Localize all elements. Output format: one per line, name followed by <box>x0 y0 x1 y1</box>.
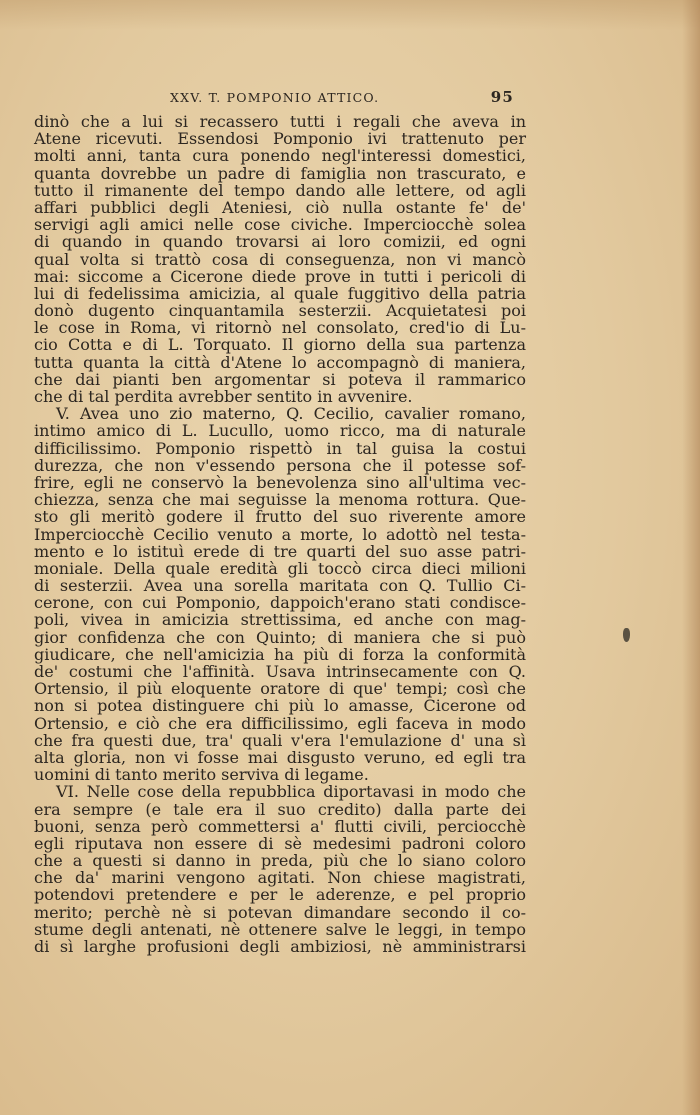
text-line: potendovi pretendere e per le aderenze, e pel proprio <box>34 885 526 905</box>
text-line: che di tal perdita avrebber sentito in avvenire. <box>34 387 413 406</box>
text-line: Imperciocchè Cecilio venuto a morte, lo adottò nel testa- <box>34 524 526 544</box>
text-line: sto gli meritò godere il frutto del suo riverente amore <box>34 507 526 527</box>
text-line: gior confidenza che con Quinto; di maniera che si può <box>34 627 526 647</box>
text-line: quanta dovrebbe un padre di famiglia non trascurato, e <box>34 163 526 183</box>
text-line: de' costumi che l'affinità. Usava intrinsecamente con Q. <box>34 662 526 681</box>
text-line: che a questi si danno in preda, più che lo siano coloro <box>34 851 526 871</box>
running-head <box>34 90 514 108</box>
text-line: servigi agli amici nelle cose civiche. Imperciocchè solea <box>34 215 526 235</box>
text-line: giudicare, che nell'amicizia ha più di forza la conformità <box>34 644 526 664</box>
text-line: difficilissimo. Pomponio rispettò in tal guisa la costui <box>34 438 526 458</box>
text-line: di sesterzii. Avea una sorella maritata con Q. Tullio Ci- <box>34 576 526 596</box>
chapter-title: XXV. T. POMPONIO ATTICO. <box>170 90 380 105</box>
ink-stain <box>623 628 630 642</box>
text-line: le cose in Roma, vi ritornò nel consolato, cred'io di Lu- <box>34 318 526 338</box>
text-line: che dai pianti ben argomentar si poteva il rammarico <box>34 369 526 389</box>
text-line: non si potea distinguere chi più lo amasse, Cicerone od <box>34 696 526 716</box>
text-line: Ortensio, il più eloquente oratore di que' tempi; così che <box>34 679 526 699</box>
text-line: poli, vivea in amicizia strettissima, ed anche con mag- <box>34 610 526 630</box>
text-line: moniale. Della quale eredità gli toccò circa dieci milioni <box>34 558 526 578</box>
text-line: VI. Nelle cose della repubblica diportavasi in modo che <box>56 782 526 802</box>
text-line: buoni, senza però commettersi a' flutti civili, perciocchè <box>34 816 526 836</box>
page-number: 95 <box>490 88 514 106</box>
text-line: alta gloria, non vi fosse mai disgusto veruno, ed egli tra <box>34 747 526 767</box>
text-line: durezza, che non v'essendo persona che il potesse sof- <box>34 455 526 475</box>
text-line: mento e lo istituì erede di tre quarti del suo asse patri- <box>34 541 526 561</box>
text-line: egli riputava non essere di sè medesimi padroni coloro <box>34 833 526 853</box>
text-line: cerone, con cui Pomponio, dappoich'erano stati condisce- <box>34 593 526 613</box>
text-line: era sempre (e tale era il suo credito) dalla parte dei <box>34 799 526 819</box>
text-line: merito; perchè nè si potevan dimandare secondo il co- <box>34 902 526 922</box>
text-line: stume degli antenati, nè ottenere salve le leggi, in tempo <box>34 919 526 939</box>
text-line: molti anni, tanta cura ponendo negl'interessi domestici, <box>34 146 526 166</box>
text-line: di quando in quando trovarsi ai loro comizii, ed ogni <box>34 232 526 252</box>
page-edge-shading <box>682 0 700 1115</box>
text-line: V. Avea uno zio materno, Q. Cecilio, cavalier romano, <box>56 404 526 424</box>
text-line: intimo amico di L. Lucullo, uomo ricco, ma di naturale <box>34 421 526 441</box>
page-shading-top <box>0 0 700 30</box>
text-line: mai: siccome a Cicerone diede prove in tutti i pericoli di <box>34 266 526 286</box>
text-line: chiezza, senza che mai seguisse la menoma rottura. Que- <box>34 490 526 510</box>
text-line: cio Cotta e di L. Torquato. Il giorno della sua partenza <box>34 335 526 355</box>
text-line: lui di fedelissima amicizia, al quale fuggitivo della patria <box>34 283 526 303</box>
body-text <box>34 113 526 955</box>
text-line: tutto il rimanente del tempo dando alle lettere, od agli <box>34 180 526 200</box>
text-line: tutta quanta la città d'Atene lo accompagnò di maniera, <box>34 352 526 372</box>
text-line: dinò che a lui si recassero tutti i regali che aveva in <box>34 112 526 131</box>
text-line: frire, egli ne conservò la benevolenza sino all'ultima vec- <box>34 472 526 492</box>
text-line: qual volta si trattò cosa di conseguenza, non vi mancò <box>34 249 526 269</box>
text-line: di sì larghe profusioni degli ambiziosi, nè amministrarsi <box>34 937 526 956</box>
text-line: Atene ricevuti. Essendosi Pomponio ivi trattenuto per <box>34 129 526 149</box>
text-line: Ortensio, e ciò che era difficilissimo, egli faceva in modo <box>34 713 526 733</box>
text-line: uomini di tanto merito serviva di legame. <box>34 765 369 785</box>
text-line: donò dugento cinquantamila sesterzii. Acquietatesi poi <box>34 301 526 321</box>
text-line: affari pubblici degli Ateniesi, ciò nulla ostante fe' de' <box>34 197 526 217</box>
text-line: che fra questi due, tra' quali v'era l'emulazione d' una sì <box>34 730 526 750</box>
text-line: che da' marini vengono agitati. Non chiese magistrati, <box>34 868 526 888</box>
